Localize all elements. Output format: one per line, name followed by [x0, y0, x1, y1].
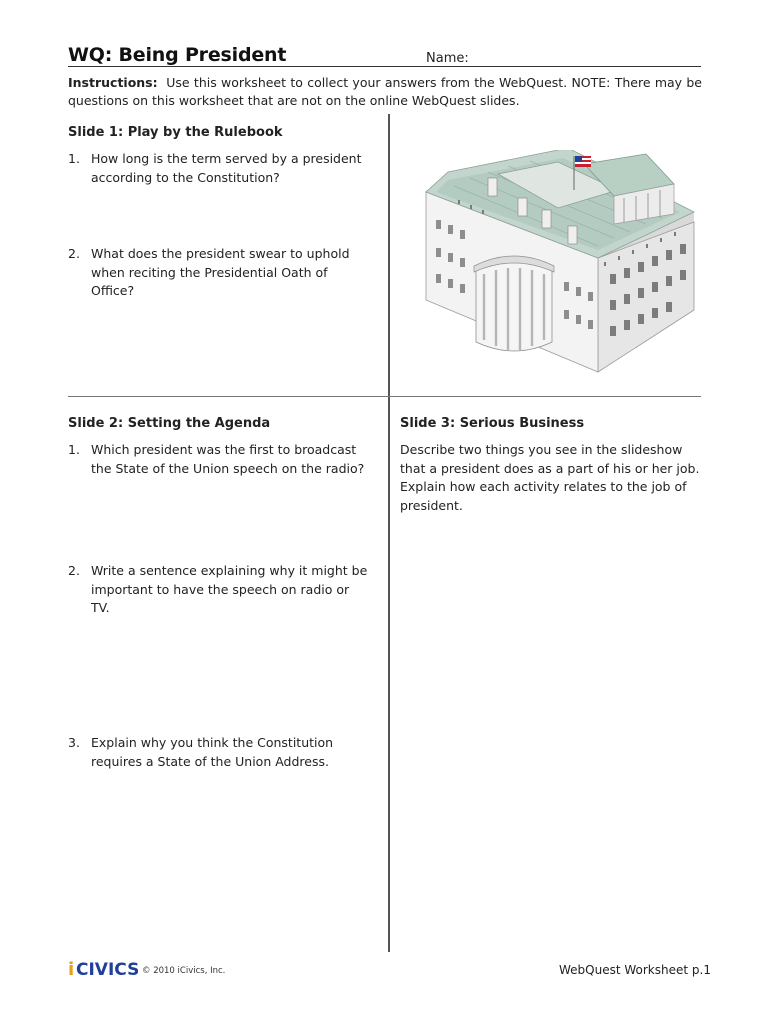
question-text: How long is the term served by a president according to the Constitution? — [91, 151, 362, 185]
page-title: WQ: Being President — [68, 44, 287, 66]
instructions-text: Use this worksheet to collect your answers from the WebQuest. NOTE: There may be questions on this worksheet that are not on the online WebQuest slides. — [68, 75, 702, 108]
slide3-title: Slide 3: Serious Business — [400, 416, 585, 431]
name-label: Name: — [426, 51, 469, 66]
slide1-title: Slide 1: Play by the Rulebook — [68, 125, 283, 140]
question-text: What does the president swear to uphold when reciting the Presidential Oath of Office? — [91, 246, 350, 298]
svg-text:CIVICS: CIVICS — [76, 960, 140, 979]
instructions — [68, 74, 702, 110]
icivics-logo — [68, 957, 140, 983]
page-label: WebQuest Worksheet p.1 — [559, 963, 711, 977]
question-number: 3. — [68, 735, 80, 750]
question-number: 2. — [68, 563, 80, 578]
slide2-title: Slide 2: Setting the Agenda — [68, 416, 271, 431]
slide2-question-3 — [68, 734, 368, 771]
question-number: 1. — [68, 151, 80, 166]
question-text: Explain why you think the Constitution requires a State of the Union Address. — [91, 735, 334, 769]
slide1-question-1 — [68, 150, 368, 187]
instructions-label: Instructions: — [68, 75, 158, 90]
copyright: © 2010 iCivics, Inc. — [142, 966, 226, 976]
question-number: 1. — [68, 442, 80, 457]
slide2-question-2 — [68, 562, 368, 618]
question-text: Write a sentence explaining why it might be important to have the speech on radio or TV. — [91, 563, 368, 615]
slide3-prompt: Describe two things you see in the slideshow that a president does as a part of his or her job. Explain how each activity relates to the job of president. — [400, 442, 700, 513]
row-divider — [68, 396, 701, 397]
question-number: 2. — [68, 246, 80, 261]
svg-text:i: i — [68, 959, 75, 979]
column-divider — [388, 114, 390, 952]
white-house-illustration — [418, 150, 698, 376]
title-underline — [68, 66, 701, 67]
slide2-question-1 — [68, 441, 368, 478]
slide1-question-2 — [68, 245, 368, 301]
question-text: Which president was the first to broadcast the State of the Union speech on the radio? — [91, 442, 365, 476]
